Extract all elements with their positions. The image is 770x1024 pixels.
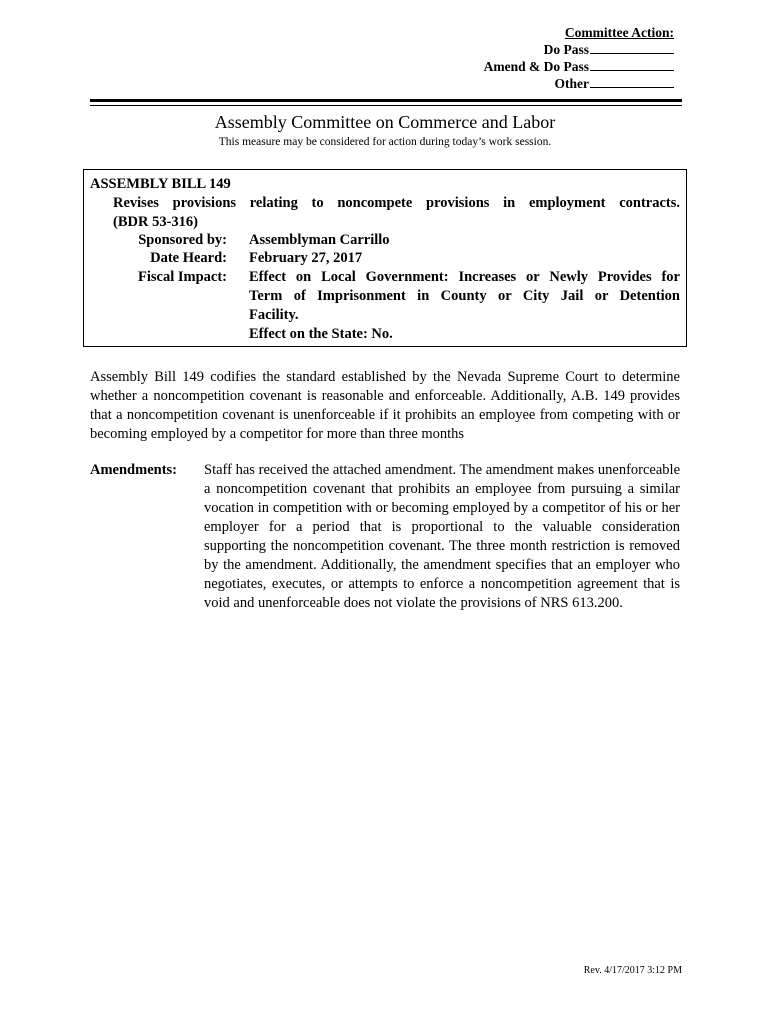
bill-summary-paragraph: Assembly Bill 149 codifies the standard established by the Nevada Supreme Court to determine whether a noncompetition covenant is reasonable and enforceable. Additionally, A.B. 149 provides that a noncompetition covenant is unenforceable if it prohibits an employee from competing with or becoming employed by a competitor for more than three months (90, 369, 680, 442)
page-subtitle: This measure may be considered for action during today’s work session. (218, 136, 552, 148)
date-heard-label: Date Heard: (150, 250, 227, 266)
fiscal-impact-label: Fiscal Impact: (138, 269, 227, 285)
page-title: Assembly Committee on Commerce and Labor (214, 112, 556, 132)
sponsored-value: Assemblyman Carrillo (249, 232, 390, 248)
do-pass-blank (590, 41, 674, 54)
amend-do-pass-label: Amend & Do Pass (483, 59, 589, 74)
revision-stamp: Rev. 4/17/2017 3:12 PM (583, 965, 682, 976)
header-rule-thick (90, 99, 682, 102)
fiscal-line-1: Effect on Local Government: Increases or Newly Provides for (249, 269, 680, 285)
fiscal-line-3: Facility. (249, 307, 299, 323)
other-line (484, 75, 674, 92)
amend-do-pass-blank (590, 58, 674, 71)
bill-description: Revises provisions relating to noncompete provisions in employment contracts. (113, 195, 680, 211)
do-pass-line (484, 41, 674, 58)
do-pass-label: Do Pass (543, 42, 589, 57)
header-rule-thin (90, 105, 682, 106)
other-blank (590, 75, 674, 88)
committee-action-heading: Committee Action: (564, 25, 674, 40)
fiscal-line-4: Effect on the State: No. (249, 326, 393, 342)
other-label: Other (554, 76, 589, 91)
sponsored-label: Sponsored by: (138, 232, 227, 248)
date-heard-value: February 27, 2017 (249, 250, 363, 266)
committee-action-block (484, 24, 674, 92)
bill-bdr: (BDR 53-316) (113, 214, 198, 230)
bill-number: ASSEMBLY BILL 149 (90, 176, 231, 192)
amend-do-pass-line (484, 58, 674, 75)
amendments-label: Amendments: (90, 462, 177, 478)
fiscal-impact-value (249, 268, 680, 344)
fiscal-line-2: Term of Imprisonment in County or City Jail or Detention (249, 288, 680, 304)
amendments-text: Staff has received the attached amendment. The amendment makes unenforceable a noncompetition covenant that prohibits an employee from pursuing a similar vocation in competition with or becoming employed by a competitor of his or her employer for a period that is proportional to the valuable consideration supporting the noncompetition covenant. The three month restriction is removed by the amendment. Additionally, the amendment specifies that an employer who negotiates, executes, or attempts to enforce a noncompetition agreement that is void and unenforceable does not violate the provisions of NRS 613.200. (204, 462, 680, 611)
